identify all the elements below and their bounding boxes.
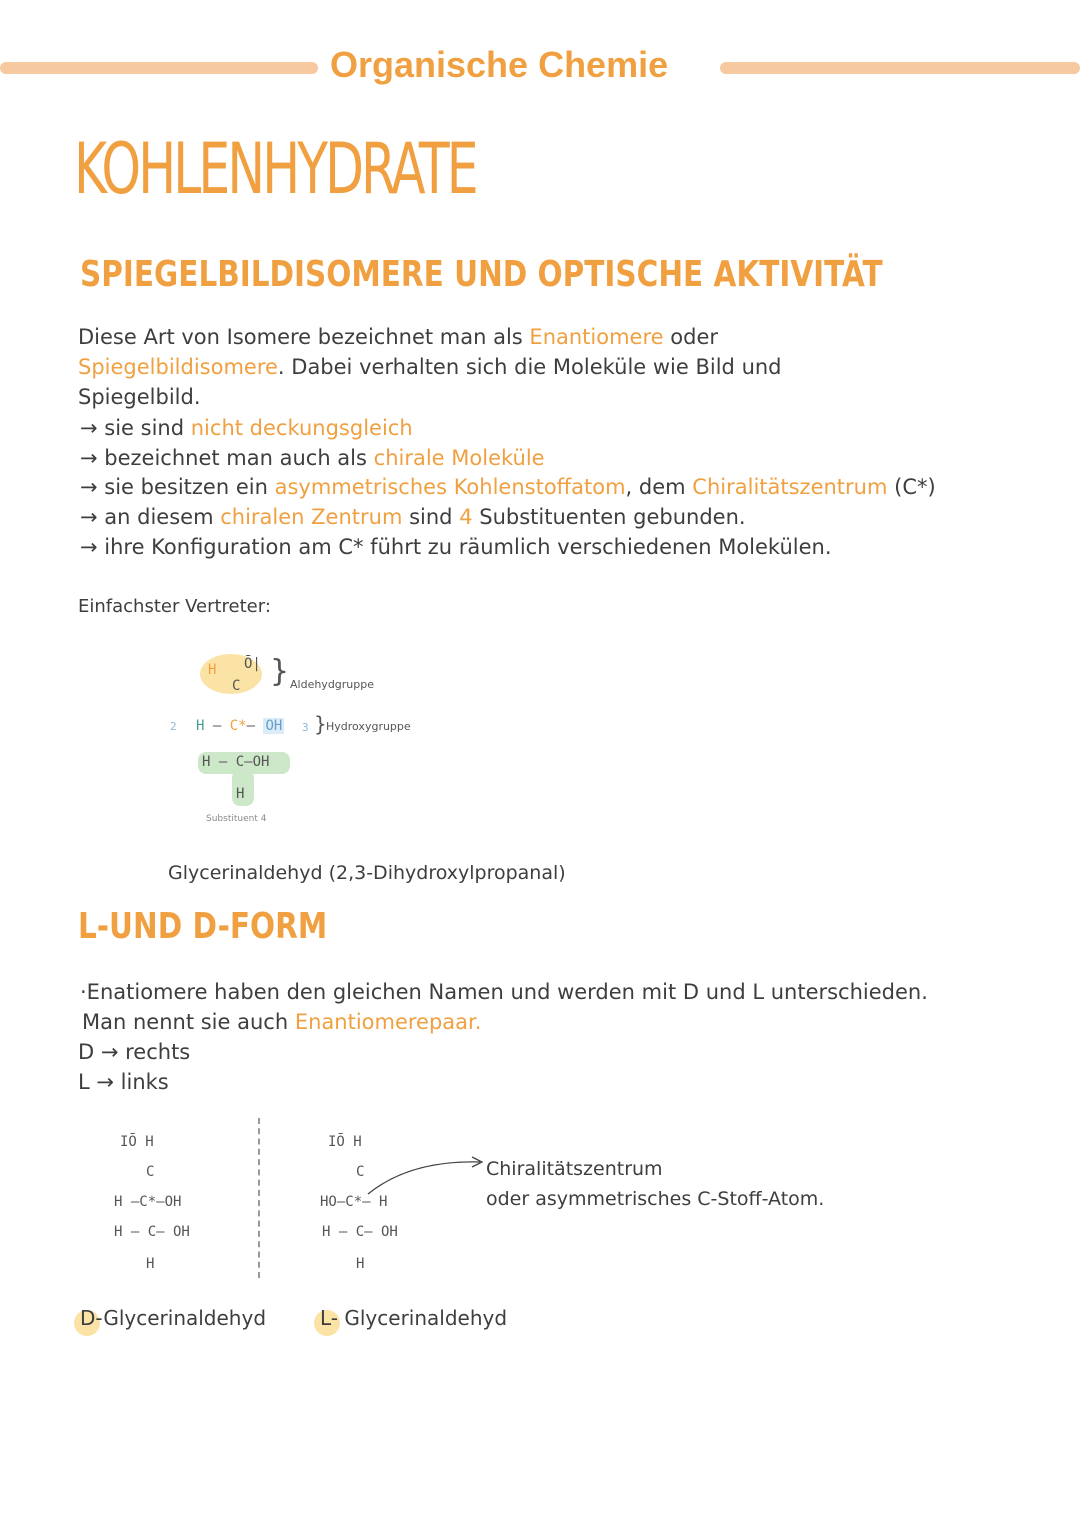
ld-paragraph-line-1: ·Enatiomere haben den gleichen Namen und werden mit D und L unterschieden. [80,980,928,1004]
term-spiegelbildisomere: Spiegelbildisomere [78,355,278,379]
substituent-label: Substituent 4 [206,814,267,824]
substituent-row: H – C–OH [202,754,270,770]
aldehyde-c: C [232,678,241,694]
paragraph-line-2: Spiegelbildisomere. Dabei verhalten sich die Moleküle wie Bild und [78,355,782,379]
header-rule-left [0,62,318,74]
aldehyde-o: Ō| [244,656,261,672]
d-glycerinaldehyd-label: D-Glycerinaldehyd [80,1306,267,1330]
chirality-arrow [360,1150,490,1200]
d-definition: D → rechts [78,1040,191,1064]
hydroxy-brace: } [314,712,327,736]
d-glycerinaldehyd-structure: IŌ H C H –C*–OH H – C– OH H [114,1134,190,1272]
bullet-5: → ihre Konfiguration am C* führt zu räumlich verschiedenen Molekülen. [80,535,832,559]
term-enantiomere: Enantiomere [529,325,664,349]
substituent-number-2: 2 [170,720,177,733]
bullet-4: → an diesem chiralen Zentrum sind 4 Substituenten gebunden. [80,505,746,529]
header-title: Organische Chemie [330,44,669,85]
substituent-number-3: 3 [302,721,309,734]
simplest-label: Einfachster Vertreter: [78,596,271,617]
chirality-label-1: Chiralitätszentrum [486,1158,663,1180]
molecule-caption: Glycerinaldehyd (2,3-Dihydroxylpropanal) [168,862,566,884]
bullet-2: → bezeichnet man auch als chirale Moleküle [80,446,545,470]
section-heading-ld-form: L-UND D-FORM [78,906,328,947]
l-glycerinaldehyd-label: L- Glycerinaldehyd [320,1306,508,1330]
aldehyde-h: H [208,662,217,678]
bullet-3: → sie besitzen ein asymmetrisches Kohlenstoffatom, dem Chiralitätszentrum (C*) [80,475,936,499]
aldehyde-label: Aldehydgruppe [290,678,375,691]
ld-paragraph-line-2: Man nennt sie auch Enantiomerepaar. [82,1010,482,1034]
section-heading-spiegelbild: SPIEGELBILDISOMERE UND OPTISCHE AKTIVITÄT [80,254,883,295]
bottom-h: H [236,786,245,802]
l-glycerinaldehyd-structure: IŌ H C HO–C*– H H – C– OH H [320,1134,398,1272]
bullet-1: → sie sind nicht deckungsgleich [80,416,413,440]
mirror-line [258,1118,260,1278]
hydroxy-label: Hydroxygruppe [326,720,411,733]
header-rule-right [720,62,1080,74]
chiral-row: H – C*– OH [196,718,283,734]
glycerinaldehyd-structure [160,650,460,830]
chirality-label-2: oder asymmetrisches C-Stoff-Atom. [486,1188,825,1210]
page-title: KOHLENHYDRATE [74,128,476,210]
paragraph-line-1: Diese Art von Isomere bezeichnet man als Enantiomere oder [78,325,718,349]
aldehyde-brace: } [270,654,290,689]
paragraph-line-3: Spiegelbild. [78,385,201,409]
l-definition: L → links [78,1070,169,1094]
